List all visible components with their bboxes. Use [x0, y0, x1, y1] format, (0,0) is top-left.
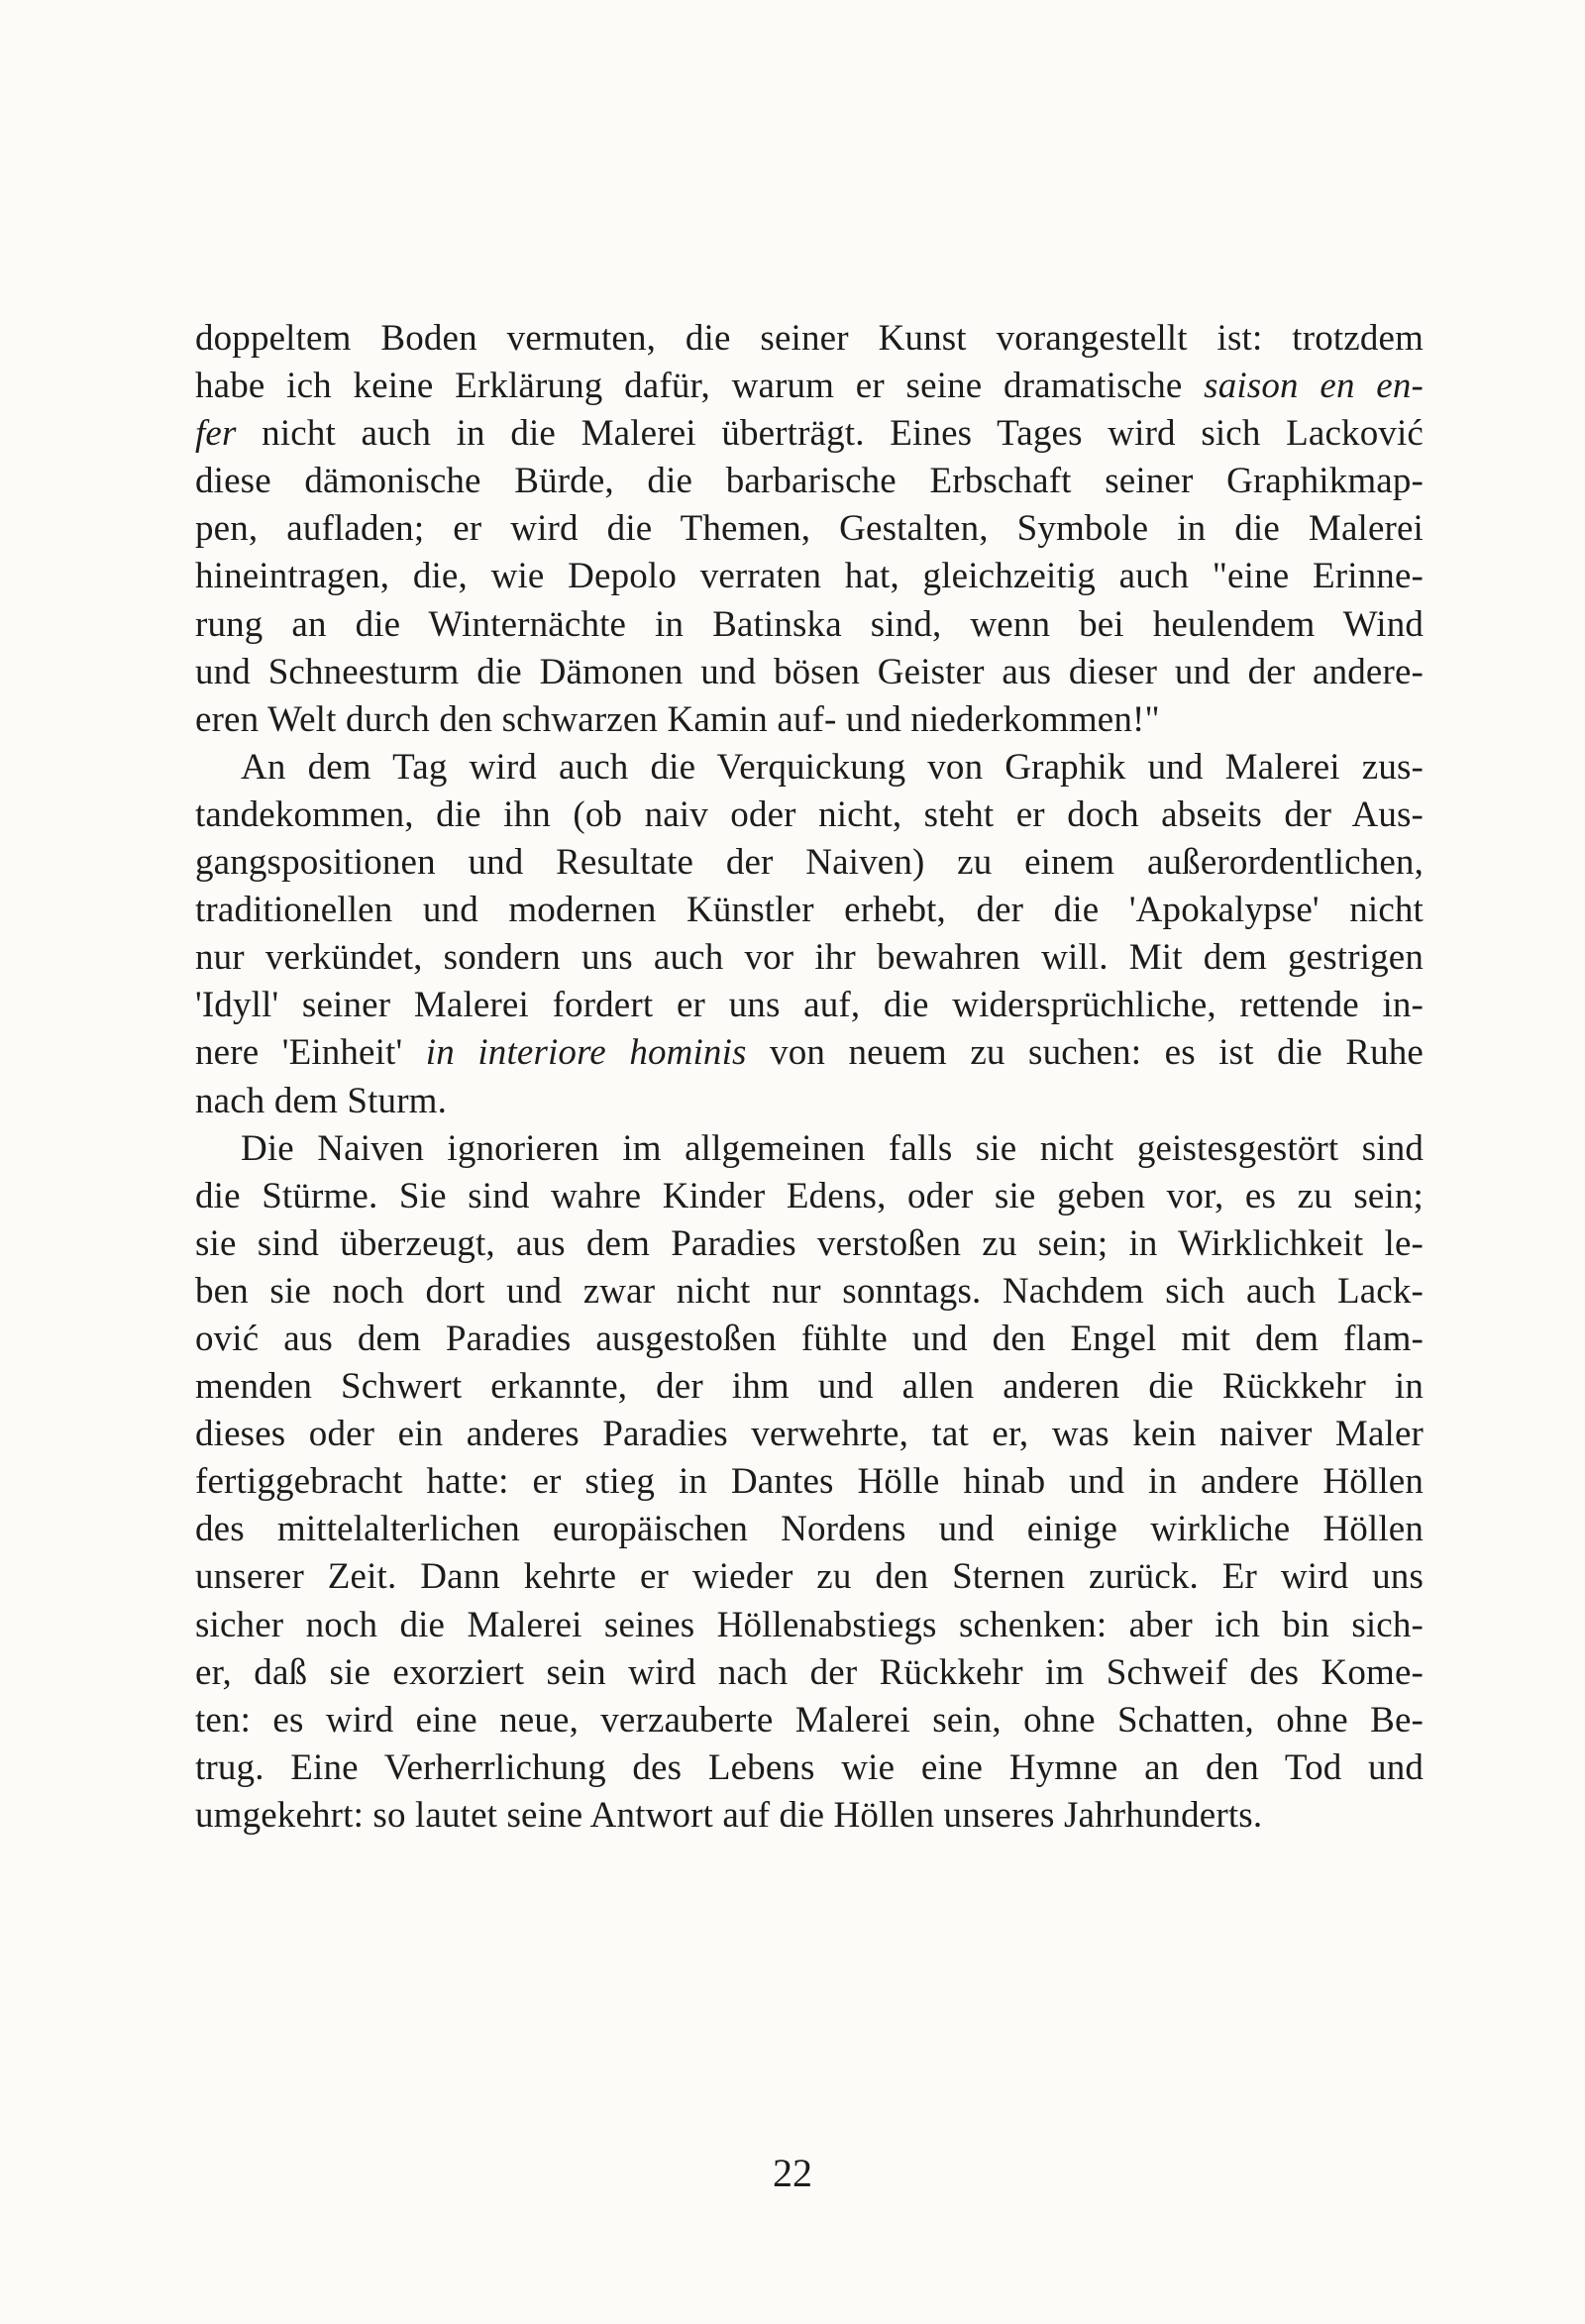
page-number: 22: [773, 2151, 812, 2195]
text-line: trug. Eine Verherrlichung des Lebens wie eine Hymne an den Tod und: [195, 1746, 1424, 1788]
text-line: 'Idyll' seiner Malerei fordert er uns auf, die widersprüchliche, rettende in-: [195, 985, 1424, 1026]
text-line: und Schneesturm die Dämonen und bösen Geister aus dieser und der andere-: [195, 651, 1424, 692]
text-line: nere 'Einheit' in interiore hominis von neuem zu suchen: es ist die Ruhe: [195, 1032, 1424, 1074]
text-line: eren Welt durch den schwarzen Kamin auf- und niederkommen!": [195, 698, 1160, 740]
text-line: dieses oder ein anderes Paradies verwehrte, tat er, was kein naiver Maler: [195, 1414, 1424, 1455]
italic-phrase: in interiore hominis: [425, 1032, 747, 1074]
text-line: habe ich keine Erklärung dafür, warum er seine dramatische saison en en-: [195, 366, 1424, 407]
text-line: ović aus dem Paradies ausgestoßen fühlte und den Engel mit dem flam-: [195, 1318, 1424, 1359]
text-line: nach dem Sturm.: [195, 1080, 448, 1121]
text-line: ben sie noch dort und zwar nicht nur sonntags. Nachdem sich auch Lack-: [195, 1270, 1424, 1312]
text-line: Die Naiven ignorieren im allgemeinen falls sie nicht geistesgestört sind: [241, 1127, 1424, 1169]
text-line: An dem Tag wird auch die Verquickung von Graphik und Malerei zus-: [241, 746, 1424, 788]
text-line: gangspositionen und Resultate der Naiven) zu einem außerordentlichen,: [195, 842, 1424, 884]
text-line: nur verkündet, sondern uns auch vor ihr bewahren will. Mit dem gestrigen: [195, 937, 1424, 979]
text-line: doppeltem Boden vermuten, die seiner Kunst vorangestellt ist: trotzdem: [195, 318, 1424, 359]
italic-phrase: fer: [195, 413, 237, 455]
text-line: fertiggebracht hatte: er stieg in Dantes Hölle hinab und in andere Höllen: [195, 1461, 1424, 1503]
text-line: des mittelalterlichen europäischen Nordens und einige wirkliche Höllen: [195, 1509, 1424, 1550]
text-line: fer nicht auch in die Malerei überträgt. Eines Tages wird sich Lacković: [195, 413, 1424, 455]
text-line: traditionellen und modernen Künstler erhebt, der die 'Apokalypse' nicht: [195, 890, 1424, 931]
body-text: [195, 315, 1424, 1840]
text-line: pen, aufladen; er wird die Themen, Gestalten, Symbole in die Malerei: [195, 508, 1424, 550]
text-line: sie sind überzeugt, aus dem Paradies verstoßen zu sein; in Wirklichkeit le-: [195, 1222, 1424, 1264]
text-line: diese dämonische Bürde, die barbarische Erbschaft seiner Graphikmap-: [195, 461, 1424, 502]
text-line: rung an die Winternächte in Batinska sind, wenn bei heulendem Wind: [195, 603, 1424, 645]
text-line: unserer Zeit. Dann kehrte er wieder zu den Sternen zurück. Er wird uns: [195, 1556, 1424, 1598]
text-line: umgekehrt: so lautet seine Antwort auf die Höllen unseres Jahrhunderts.: [195, 1794, 1263, 1836]
text-line: ten: es wird eine neue, verzauberte Malerei sein, ohne Schatten, ohne Be-: [195, 1699, 1424, 1741]
text-line: die Stürme. Sie sind wahre Kinder Edens, oder sie geben vor, es zu sein;: [195, 1175, 1424, 1216]
text-line: tandekommen, die ihn (ob naiv oder nicht, steht er doch abseits der Aus-: [195, 793, 1424, 835]
italic-phrase: saison en en-: [1204, 366, 1424, 407]
text-line: sicher noch die Malerei seines Höllenabstiegs schenken: aber ich bin sich-: [195, 1604, 1424, 1645]
text-line: hineintragen, die, wie Depolo verraten hat, gleichzeitig auch "eine Erinne-: [195, 556, 1424, 597]
text-line: menden Schwert erkannte, der ihm und allen anderen die Rückkehr in: [195, 1366, 1424, 1408]
text-line: er, daß sie exorziert sein wird nach der Rückkehr im Schweif des Kome-: [195, 1651, 1424, 1693]
